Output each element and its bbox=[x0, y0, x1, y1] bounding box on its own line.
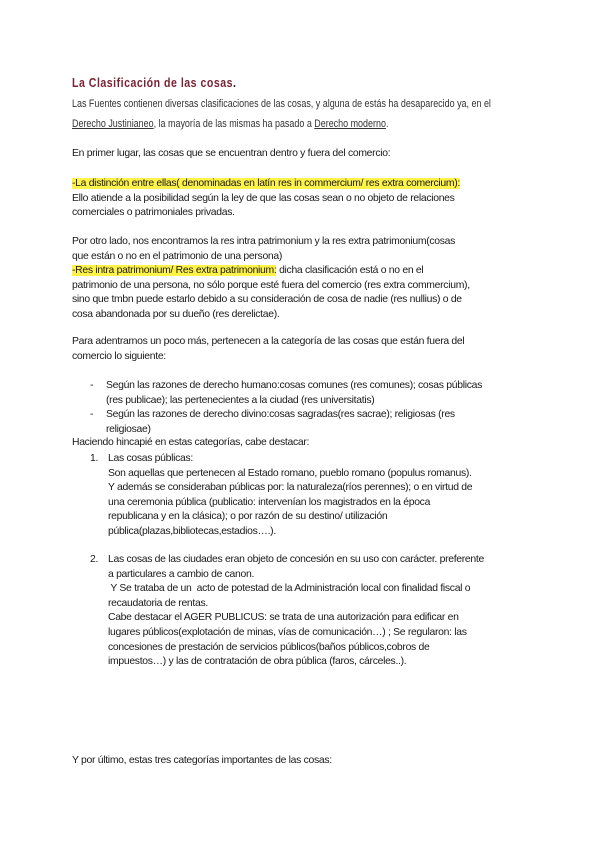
bullet-dash: - bbox=[90, 409, 94, 421]
paragraph-adentrarnos bbox=[72, 335, 532, 364]
numbered-item-2 bbox=[72, 553, 542, 670]
paragraph-comercio: En primer lugar, las cosas que se encuentran dentro y fuera del comercio: bbox=[72, 148, 391, 159]
intro-text-3: . bbox=[385, 118, 389, 130]
patrimonium-line-1: Por otro lado, nos encontramos la res intra patrimonium y la res extra patrimonium(cosas bbox=[72, 236, 456, 247]
item2-line: concesiones de prestación de servicios públicos(baños públicos,cobros de bbox=[108, 641, 430, 653]
item1-line: republicana y en la clásica); o por razón de su destino/ utilización bbox=[108, 511, 388, 523]
item-number: 1. bbox=[90, 453, 99, 464]
item2-line: lugares públicos(explotación de minas, vías de comunicación…) ; Se regularon: las bbox=[108, 626, 467, 638]
document-title bbox=[72, 76, 458, 91]
patrimonium-line-2: que están o no en el patrimonio de una persona) bbox=[72, 250, 283, 262]
patrimonium-line-4: patrimonio de una persona, no sólo porque esté fuera del comercio (res extra commercium), bbox=[72, 279, 470, 291]
derecho-moderno-link: Derecho moderno bbox=[314, 118, 386, 130]
item2-line: Las cosas de las ciudades eran objeto de concesión en su uso con carácter. preferente bbox=[108, 554, 484, 565]
patrimonium-line-6: cosa abandonada por su dueño (res derelictae). bbox=[72, 308, 280, 320]
item2-line: a particulares a cambio de canon. bbox=[108, 568, 255, 580]
paragraph-por-ultimo: Y por último, estas tres categorías importantes de las cosas: bbox=[72, 755, 332, 766]
item-number: 2. bbox=[90, 554, 99, 565]
paragraph-res-patrimonium bbox=[72, 235, 532, 323]
item2-line: recaudatoria de rentas. bbox=[108, 597, 208, 609]
bullet-2-line-2: religiosae) bbox=[106, 423, 151, 435]
res-commercium-line-3: comerciales o patrimoniales privadas. bbox=[72, 207, 235, 219]
numbered-item-1 bbox=[72, 452, 542, 540]
bullet-dash: - bbox=[90, 380, 94, 391]
title-text: La Clasificación de las cosas bbox=[72, 76, 234, 90]
adentrarnos-line-2: comercio lo siguiente: bbox=[72, 350, 166, 362]
list-item bbox=[72, 408, 542, 437]
item2-line: Cabe destacar el AGER PUBLICUS: se trata de una autorización para edificar en bbox=[108, 612, 459, 624]
bullet-2-line-1: Según las razones de derecho divino:cosas sagradas(res sacrae); religiosas (res bbox=[106, 409, 455, 421]
intro-paragraph bbox=[72, 94, 504, 134]
item1-line: Y además se consideraban públicas por: la naturaleza(ríos perennes); o en virtud de bbox=[108, 482, 473, 494]
intro-text-2: , la mayoría de las mismas ha pasado a bbox=[153, 118, 312, 130]
derecho-justinianeo-link: Derecho Justinianeo bbox=[72, 118, 154, 130]
highlight-res-patrimonium: -Res intra patrimonium/ Res extra patrimonium: bbox=[72, 265, 277, 277]
item1-line: Son aquellas que pertenecen al Estado romano, pueblo romano (populus romanus). bbox=[108, 467, 472, 479]
item1-line: una ceremonia pública (publicatio: intervenían los magistrados en la época bbox=[108, 496, 431, 508]
intro-text-1: Las Fuentes contienen diversas clasificaciones de las cosas, y alguna de estás ha desaparecido ya, en el bbox=[72, 98, 491, 110]
bullet-1-line-2: (res publicae); las pertenecientes a la ciudad (res universitatis) bbox=[106, 394, 375, 406]
bullet-list bbox=[72, 379, 542, 437]
highlight-res-commercium: -La distinción entre ellas( denominadas en latín res in commercium/ res extra comercium): bbox=[72, 178, 460, 189]
paragraph-hincapie: Haciendo hincapié en estas categorías, cabe destacar: bbox=[72, 437, 310, 448]
list-item bbox=[72, 379, 542, 408]
res-commercium-line-2: Ello atiende a la posibilidad según la ley de que las cosas sean o no objeto de relaciones bbox=[72, 192, 455, 204]
bullet-1-line-1: Según las razones de derecho humano:cosas comunes (res comunes); cosas públicas bbox=[106, 380, 482, 391]
patrimonium-line-3: dicha clasificación está o no en el bbox=[276, 265, 424, 277]
paragraph-res-commercium bbox=[72, 177, 532, 221]
adentrarnos-line-1: Para adentrarnos un poco más, pertenecen a la categoría de las cosas que están fuera del bbox=[72, 336, 465, 347]
patrimonium-line-5: sino que tmbn puede estarlo debido a su consideración de cosa de nadie (res nullius) o de bbox=[72, 294, 462, 306]
item1-line: pública(plazas,bibliotecas,estadios….). bbox=[108, 525, 276, 537]
item1-line: Las cosas públicas: bbox=[108, 453, 193, 464]
item2-line: Y Se trataba de un acto de potestad de la Administración local con finalidad fiscal o bbox=[108, 583, 471, 595]
item2-line: impuestos…) y las de contratación de obra pública (faros, cárceles..). bbox=[108, 656, 407, 668]
title-dot: . bbox=[233, 76, 237, 90]
